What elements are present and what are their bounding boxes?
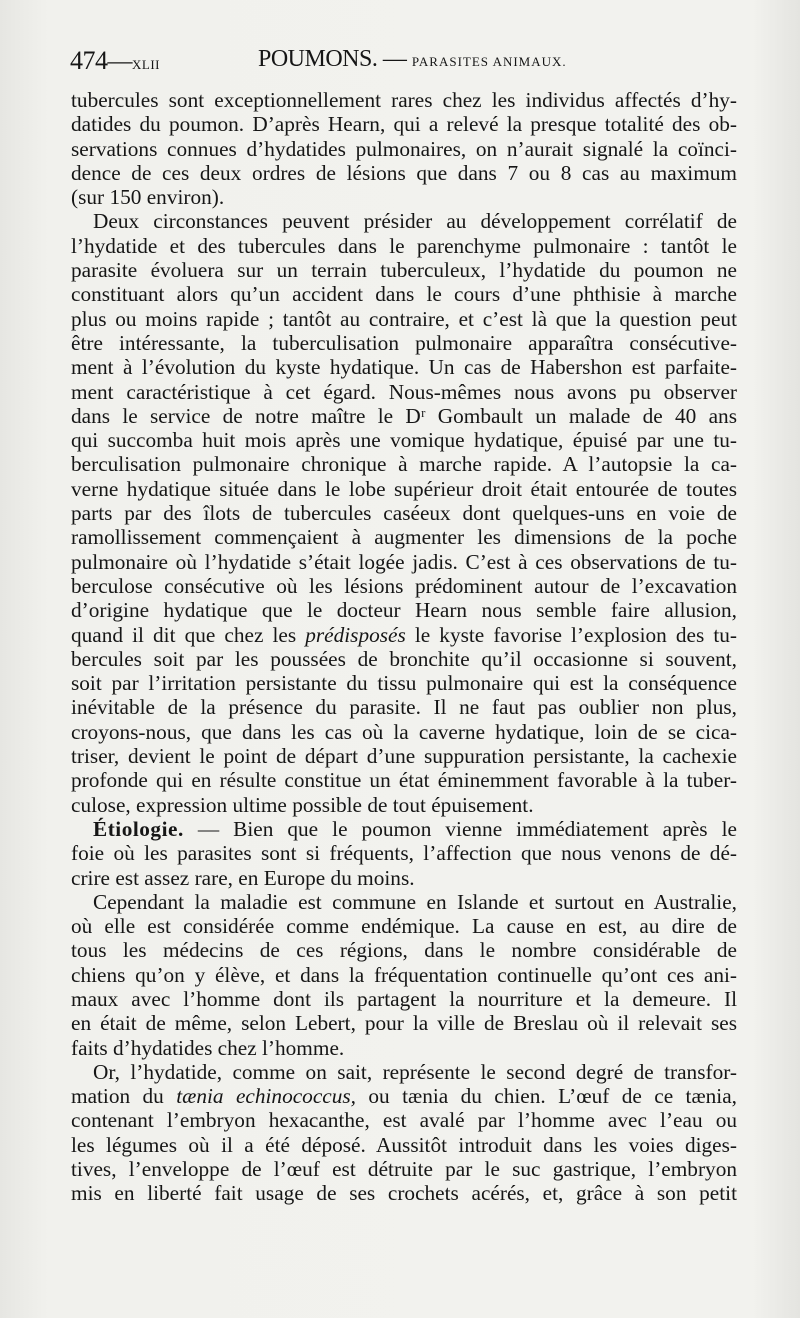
text-line: tives, l’enveloppe de l’œuf est détruite par le suc gastrique, l’embryon — [71, 1157, 737, 1182]
text-line: contenant l’embryon hexacanthe, est avalé par l’homme avec l’eau ou — [71, 1108, 737, 1133]
text-line: l’hydatide et des tubercules dans le parenchyme pulmonaire : tantôt le — [71, 233, 737, 258]
text-line: constituant alors qu’un accident dans le cours d’une phthisie à marche — [71, 282, 737, 307]
text-line: bercules soit par les poussées de bronchite qu’il occasionne si souvent, — [71, 646, 737, 671]
text-line: tubercules sont exceptionnellement rares chez les individus affectés d’hy- — [71, 88, 737, 112]
text-line: plus ou moins rapide ; tantôt au contraire, et c’est là que la question peut — [71, 306, 737, 331]
text-line: maux avec l’homme dont ils partagent la nourriture et la demeure. Il — [71, 986, 737, 1011]
section-number: XLII — [132, 57, 160, 72]
text-line: ment caractéristique à cet égard. Nous-mêmes nous avons pu observer — [71, 379, 737, 404]
text-line: inévitable de la présence du parasite. Il ne faut pas oublier non plus, — [71, 695, 737, 720]
text-line: soit par l’irritation persistante du tissu pulmonaire qui est la conséquence — [71, 671, 737, 696]
text-line: profonde qui en résulte constitue un état éminemment favorable à la tuber- — [71, 768, 737, 793]
text-line: berculose consécutive où les lésions prédominent autour de l’excavation — [71, 573, 737, 598]
text-line: faits d’hydatides chez l’homme. — [71, 1035, 345, 1060]
text-line-with-italic — [71, 1084, 737, 1108]
text-line: datides du poumon. D’après Hearn, qui a relevé la presque totalité des ob- — [71, 112, 737, 137]
text-line: servations connues d’hydatides pulmonaires, on n’aurait signalé la coïnci- — [71, 136, 737, 161]
text-line: d’origine hydatique que le docteur Hearn nous semble faire allusion, — [71, 598, 737, 623]
italic-term: tænia echinococcus, — [176, 1084, 356, 1109]
paragraph-start: Or, l’hydatide, comme on sait, représente le second degré de transfor- — [93, 1059, 737, 1084]
paragraph-start: Deux circonstances peuvent présider au développement corrélatif de — [93, 209, 737, 234]
section-heading: Étiologie. — [93, 816, 184, 841]
text-segment: quand il dit que chez les — [71, 622, 297, 647]
italic-term: prédisposés — [305, 622, 406, 647]
text-line: parts par des îlots de tubercules caséeux dont quelques-uns en voie de — [71, 501, 737, 526]
text-line: être intéressante, la tuberculisation pulmonaire apparaîtra consécutive- — [71, 330, 737, 355]
body-text — [71, 88, 737, 1206]
text-line-with-italic — [71, 623, 737, 647]
text-line: ramollissement commençaient à augmenter les dimensions de la poche — [71, 525, 737, 550]
section-heading-line — [71, 817, 737, 841]
text-line: berculisation pulmonaire chronique à marche rapide. A l’autopsie la ca- — [71, 452, 737, 477]
running-header — [70, 46, 738, 80]
text-line: mis en liberté fait usage de ses crochets acérés, et, grâce à son petit — [71, 1181, 737, 1206]
chapter-title: POUMONS. — [258, 46, 378, 72]
text-line: dence de ces deux ordres de lésions que dans 7 ou 8 cas au maximum — [71, 160, 737, 185]
text-line: culose, expression ultime possible de tout épuisement. — [71, 792, 534, 817]
page-number-section: 474—XLII — [70, 46, 160, 75]
paragraph-start: Cependant la maladie est commune en Islande et surtout en Australie, — [93, 889, 737, 914]
text-line: en était de même, selon Lebert, pour la ville de Breslau où il relevait ses — [71, 1011, 737, 1036]
text-line: pulmonaire où l’hydatide s’était logée jadis. C’est à ces observations de tu- — [71, 549, 737, 574]
chapter-subtitle: PARASITES ANIMAUX. — [411, 54, 567, 69]
text-line: verne hydatique située dans le lobe supérieur droit était entourée de toutes — [71, 476, 737, 501]
text-line: dans le service de notre maître le Dʳ Gombault un malade de 40 ans — [71, 403, 737, 428]
text-line: les légumes où il a été déposé. Aussitôt introduit dans les voies diges- — [71, 1132, 737, 1157]
text-line: où elle est considérée comme endémique. La cause en est, au dire de — [71, 914, 737, 939]
text-segment: le kyste favorise l’explosion des tu- — [414, 622, 737, 647]
text-line: chiens qu’on y élève, et dans la fréquentation continuelle qu’ont ces ani- — [71, 962, 737, 987]
running-title — [258, 46, 567, 73]
text-line: parasite évoluera sur un terrain tuberculeux, l’hydatide du poumon ne — [71, 258, 737, 283]
text-segment: ou tænia du chien. L’œuf de ce tænia, — [368, 1084, 738, 1109]
text-line: foie où les parasites sont si fréquents, l’affection que nous venons de dé- — [71, 841, 737, 866]
page-number: 474 — [70, 46, 108, 75]
text-line: triser, devient le point de départ d’une suppuration persistante, la cachexie — [71, 744, 737, 769]
text-segment: — Bien que le poumon vienne immédiatement après le — [197, 816, 737, 841]
text-line: tous les médecins de ces régions, dans le nombre considérable de — [71, 938, 737, 963]
text-line: (sur 150 environ). — [71, 185, 225, 210]
text-line: crire est assez rare, en Europe du moins. — [71, 865, 415, 890]
text-segment: mation du — [71, 1084, 164, 1109]
title-separator: — — [382, 46, 407, 72]
text-line: ment à l’évolution du kyste hydatique. Un cas de Habershon est parfaite- — [71, 355, 737, 380]
text-line: croyons-nous, que dans les cas où la caverne hydatique, loin de se cica- — [71, 719, 737, 744]
text-line: qui succomba huit mois après une vomique hydatique, épuisé par une tu- — [71, 428, 737, 453]
